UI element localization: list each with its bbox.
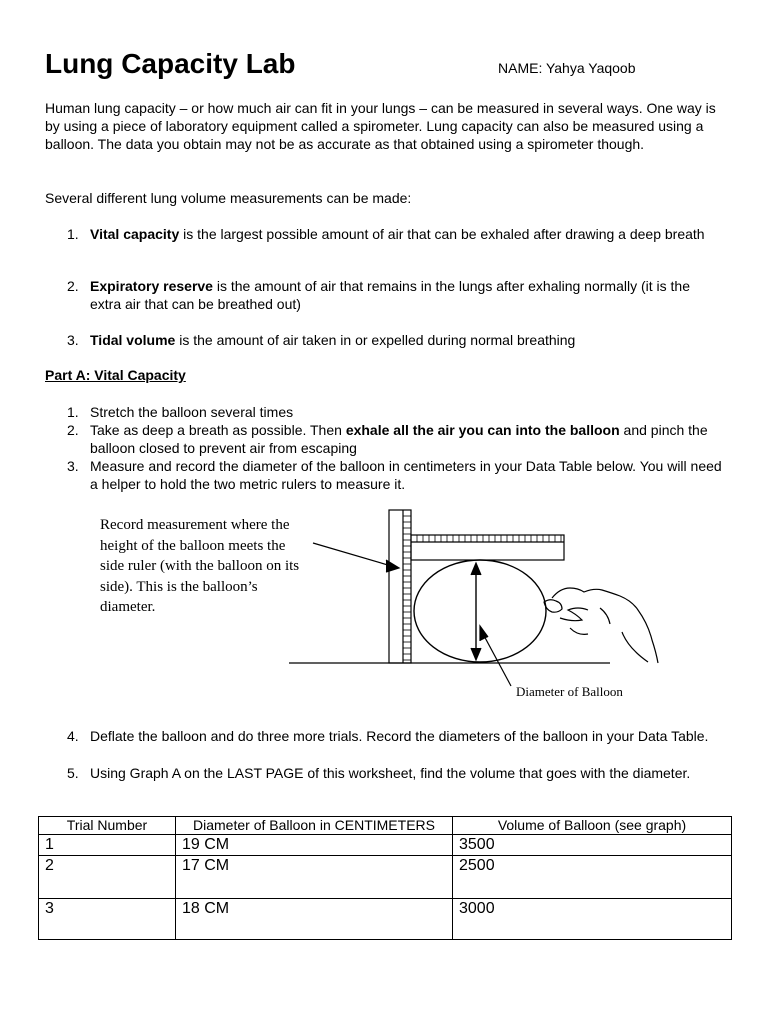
step-text: Measure and record the diameter of the balloon in centimeters in your Data Table below. You will need a helper to hold the two metric rulers to measure it. <box>90 458 722 492</box>
table-cell: 3 <box>39 899 176 940</box>
top-ruler <box>411 535 564 560</box>
table-cell: 1 <box>39 835 176 856</box>
list-number: 4. <box>67 728 79 744</box>
table-cell: 19 CM <box>176 835 453 856</box>
page-title: Lung Capacity Lab <box>45 48 296 79</box>
step-text-post: and pinch the balloon closed to prevent air from escaping <box>90 422 708 456</box>
balloon <box>414 560 546 662</box>
step-text: Stretch the balloon several times <box>90 404 294 420</box>
definition-body: is the largest possible amount of air that can be exhaled after drawing a deep breath <box>179 226 705 242</box>
table-cell: 2 <box>39 856 176 899</box>
step-text: Using Graph A on the LAST PAGE of this worksheet, find the volume that goes with the diameter. <box>90 765 691 781</box>
table-cell: 18 CM <box>176 899 453 940</box>
table-cell: 2500 <box>453 856 732 899</box>
table-cell: 3500 <box>453 835 732 856</box>
data-table <box>38 816 732 940</box>
definition-term: Vital capacity <box>90 226 180 242</box>
list-number: 2. <box>67 278 79 294</box>
table-row <box>39 899 732 940</box>
definition-term: Expiratory reserve <box>90 278 213 294</box>
table-header-row <box>39 817 732 835</box>
step-text: Deflate the balloon and do three more trials. Record the diameters of the balloon in your Data Table. <box>90 728 709 744</box>
column-header: Trial Number <box>39 817 176 835</box>
hand <box>552 588 658 663</box>
intro-lead: Several different lung volume measurements can be made: <box>45 190 412 206</box>
side-ruler <box>389 510 411 663</box>
list-number: 3. <box>67 458 79 474</box>
definition-term: Tidal volume <box>90 332 176 348</box>
table-row <box>39 856 732 899</box>
table-cell: 17 CM <box>176 856 453 899</box>
column-header: Volume of Balloon (see graph) <box>453 817 732 835</box>
table-row <box>39 835 732 856</box>
list-number: 2. <box>67 422 79 438</box>
table-cell: 3000 <box>453 899 732 940</box>
column-header: Diameter of Balloon in CENTIMETERS <box>176 817 453 835</box>
figure-note: Record measurement where the height of the balloon meets the side ruler (with the balloon on its side). This is the balloon’s diameter. <box>100 517 300 615</box>
figure-caption: Diameter of Balloon <box>516 684 623 699</box>
list-number: 5. <box>67 765 79 781</box>
definition-body: is the amount of air taken in or expelled during normal breathing <box>175 332 576 348</box>
list-number: 1. <box>67 226 79 242</box>
step-text-bold: exhale all the air you can into the balloon <box>345 422 620 438</box>
definition-body: is the amount of air that remains in the lungs after exhaling normally (it is the extra air that can be breathed out) <box>90 278 690 312</box>
student-name: NAME: Yahya Yaqoob <box>498 60 636 76</box>
step-text-pre: Take as deep a breath as possible. Then <box>90 422 346 438</box>
list-number: 1. <box>67 404 79 420</box>
list-number: 3. <box>67 332 79 348</box>
intro-paragraph: Human lung capacity – or how much air can fit in your lungs – can be measured in several ways. One way is by using a piece of laboratory equipment called a spirometer. Lung capacity can also be measured using a balloon. The data you obtain may not be as accurate as that obtained using a spirometer though. <box>45 100 716 152</box>
section-heading: Part A: Vital Capacity <box>45 367 186 383</box>
